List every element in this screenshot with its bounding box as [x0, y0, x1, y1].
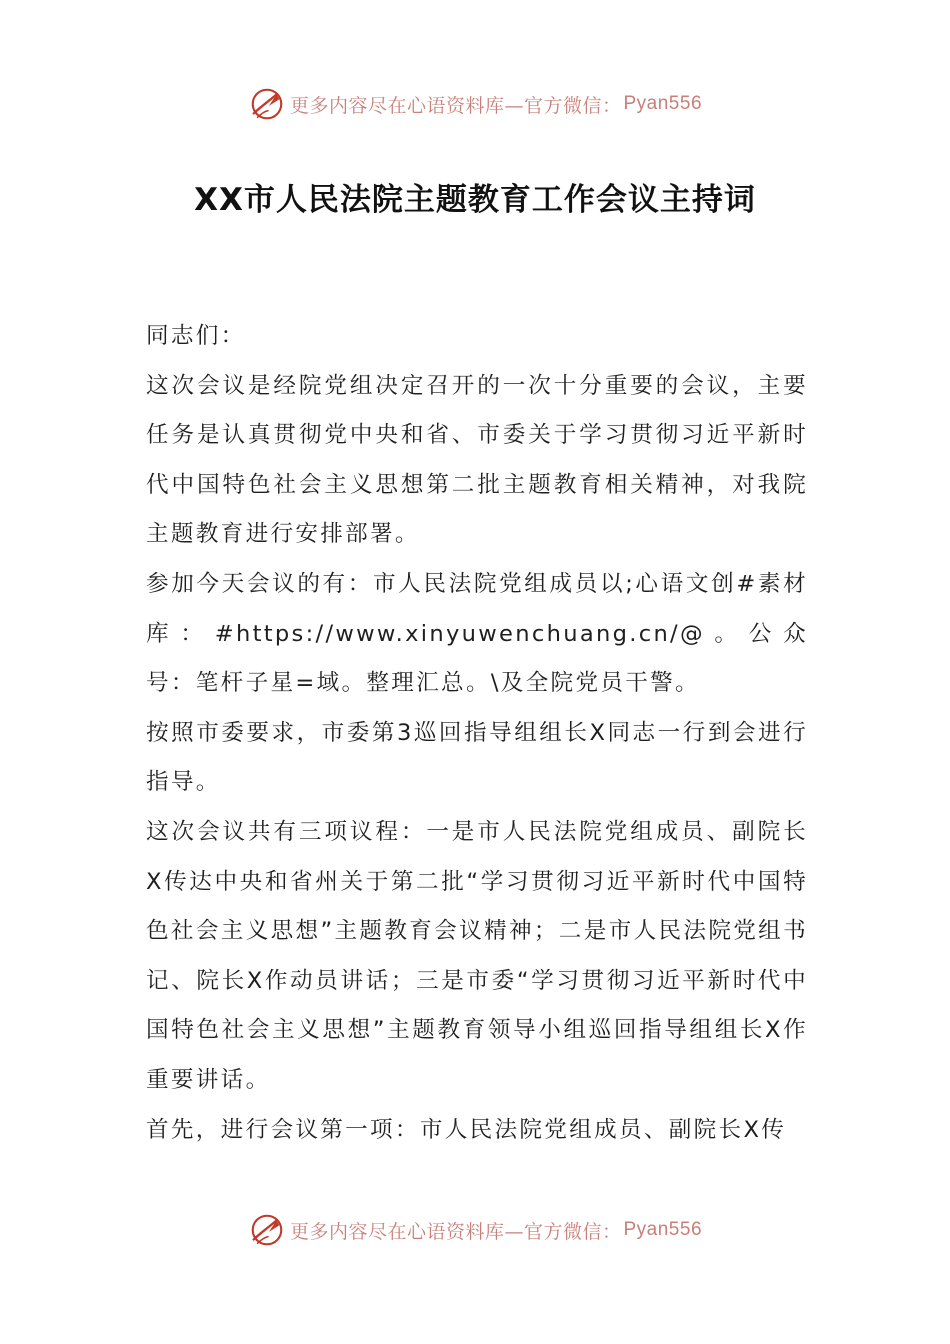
paragraph: 按照市委要求，市委第3巡回指导组组长X同志一行到会进行指导。 [146, 719, 808, 796]
footer-watermark [0, 1210, 950, 1250]
watermark-handle: Pyan556 [623, 93, 703, 114]
paragraph: 首先，进行会议第一项：市人民法院党组成员、副院长X传 [146, 1116, 787, 1143]
paragraph-greeting: 同志们： [146, 323, 246, 349]
watermark-text: 更多内容尽在心语资料库—官方微信： [289, 94, 622, 117]
watermark-text: 更多内容尽在心语资料库—官方微信： [289, 1220, 622, 1243]
paragraph: 这次会议共有三项议程：一是市人民法院党组成员、副院长X传达中央和省州关于第二批“学习贯彻习近平新时代中国特色社会主义思想”主题教育会议精神；二是市人民法院党组书记、院长X作动员讲话；三是市委“学习贯彻习近平新时代中国特色社会主义思想”主题教育领导小组巡回指导组组长X作重要讲话。 [146, 818, 808, 1093]
document-title: XX市人民法院主题教育工作会议主持词 [194, 182, 756, 218]
pen-nib-logo-icon [248, 1211, 286, 1249]
watermark-handle: Pyan556 [623, 1219, 703, 1240]
document-body [146, 312, 808, 1155]
header-watermark [0, 84, 950, 124]
pen-nib-logo-icon [248, 85, 286, 123]
paragraph: 参加今天会议的有：市人民法院党组成员以;心语文创#素材库：#https://www.xinyuwenchuang.cn/@。公众号：笔杆子星=域。整理汇总。\及全院党员干警。 [146, 570, 808, 697]
paragraph: 这次会议是经院党组决定召开的一次十分重要的会议，主要任务是认真贯彻党中央和省、市委关于学习贯彻习近平新时代中国特色社会主义思想第二批主题教育相关精神，对我院主题教育进行安排部署。 [146, 372, 808, 548]
